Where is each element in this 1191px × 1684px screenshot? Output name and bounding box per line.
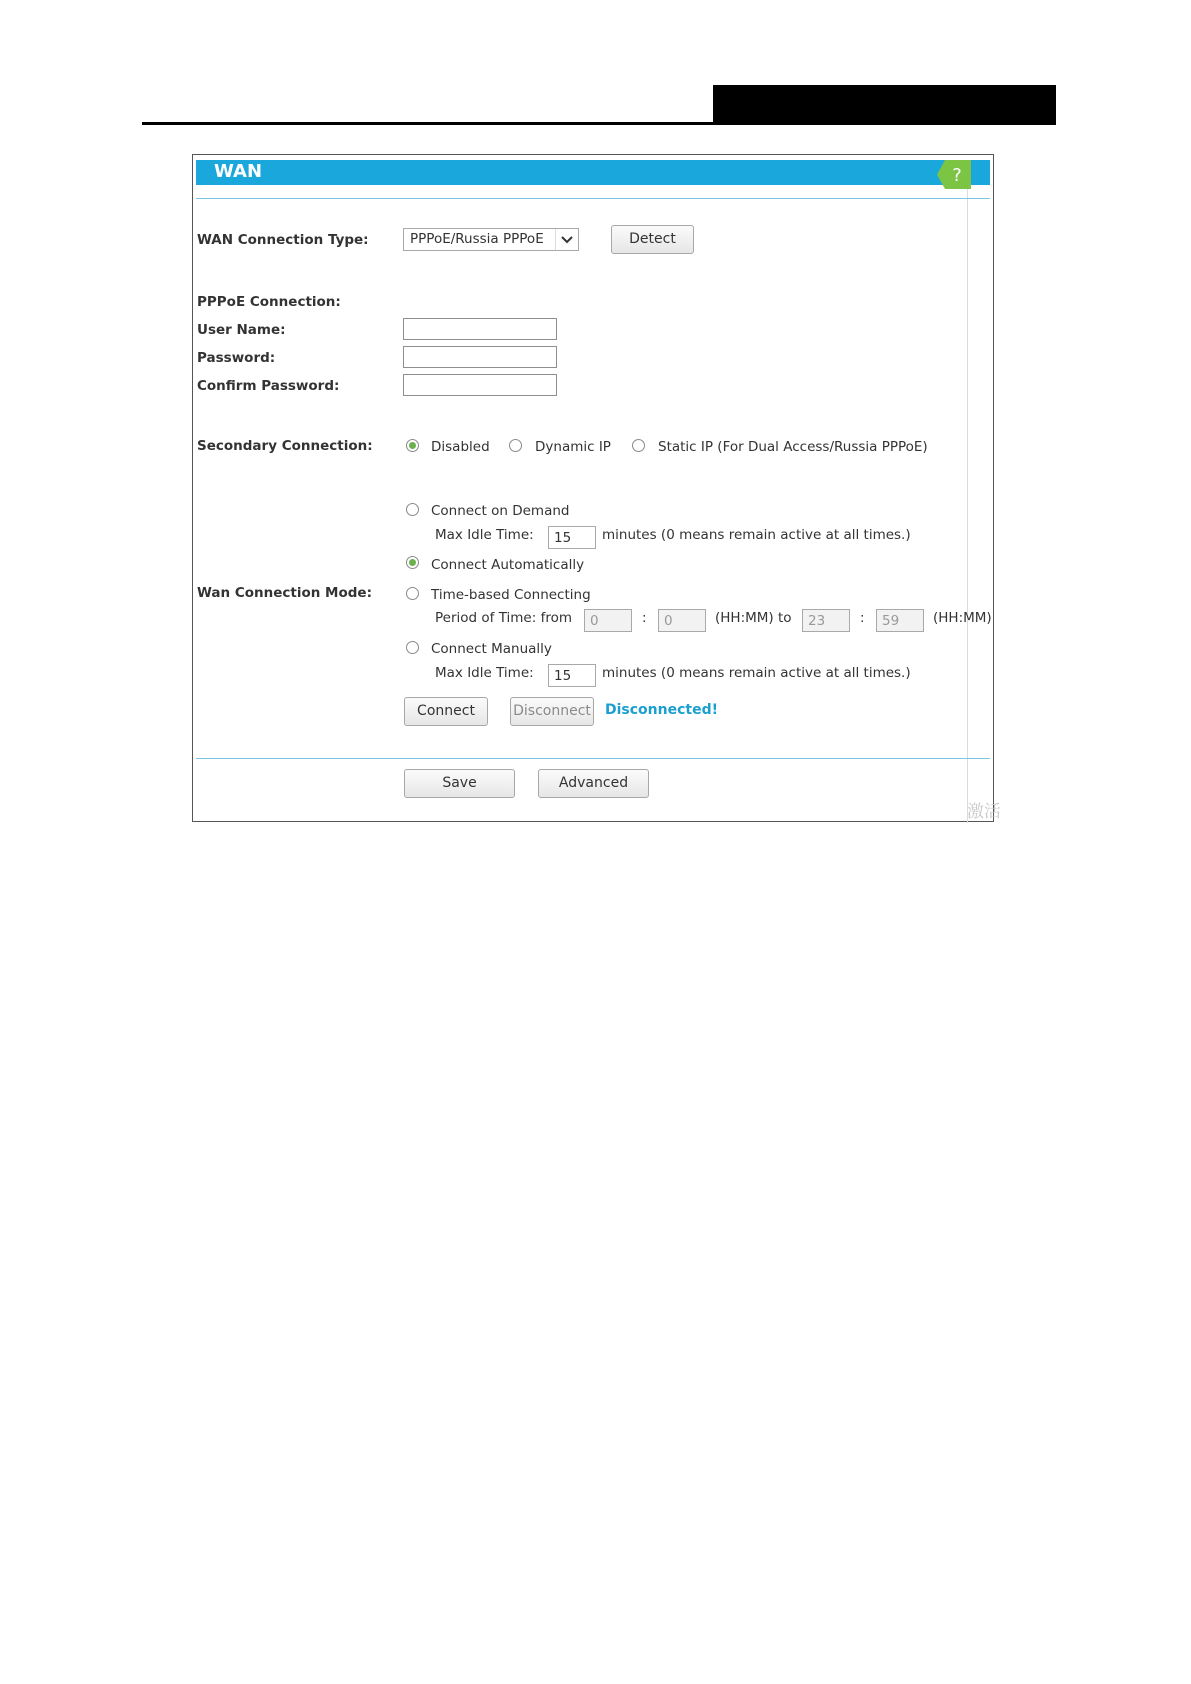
from-minute-input[interactable]: 0 <box>658 609 706 632</box>
svg-text:?: ? <box>952 165 962 186</box>
advanced-button[interactable]: Advanced <box>538 769 649 798</box>
username-input[interactable] <box>403 318 557 340</box>
connection-status: Disconnected! <box>605 702 718 718</box>
period-of-time-label: Period of Time: from <box>435 610 572 626</box>
secondary-static-ip-label: Static IP (For Dual Access/Russia PPPoE) <box>658 439 928 455</box>
disconnect-button[interactable]: Disconnect <box>510 697 594 726</box>
wan-connection-mode-label: Wan Connection Mode: <box>197 585 372 601</box>
wan-settings-panel <box>192 154 1001 822</box>
max-idle-time-note: minutes (0 means remain active at all times.) <box>602 527 911 543</box>
question-mark-icon[interactable] <box>937 160 971 189</box>
secondary-static-ip-radio[interactable] <box>632 439 645 452</box>
to-minute-input[interactable]: 59 <box>876 609 924 632</box>
to-hour-input[interactable]: 23 <box>802 609 850 632</box>
confirm-password-label: Confirm Password: <box>197 378 340 394</box>
chevron-down-icon <box>555 229 578 250</box>
max-idle-time-label: Max Idle Time: <box>435 527 534 543</box>
bottom-divider <box>196 758 990 759</box>
connect-manually-label: Connect Manually <box>431 641 552 657</box>
header-black-block <box>713 85 1056 125</box>
save-button[interactable]: Save <box>404 769 515 798</box>
password-label: Password: <box>197 350 276 366</box>
confirm-password-input[interactable] <box>403 374 557 396</box>
detect-button[interactable]: Detect <box>611 225 694 254</box>
secondary-disabled-label: Disabled <box>431 439 490 455</box>
username-label: User Name: <box>197 322 286 338</box>
wan-type-selected: PPPoE/Russia PPPoE <box>410 231 544 247</box>
secondary-dynamic-ip-radio[interactable] <box>509 439 522 452</box>
connect-button[interactable]: Connect <box>404 697 488 726</box>
time-based-radio[interactable] <box>406 587 419 600</box>
connect-manually-radio[interactable] <box>406 641 419 654</box>
wan-type-select[interactable] <box>403 228 579 251</box>
manual-max-idle-time-input[interactable]: 15 <box>548 664 596 687</box>
password-input[interactable] <box>403 346 557 368</box>
connect-automatically-radio[interactable] <box>406 556 419 569</box>
panel-scroll-divider <box>967 185 968 823</box>
manual-max-idle-time-note: minutes (0 means remain active at all times.) <box>602 665 911 681</box>
panel-title-bar <box>196 160 990 185</box>
max-idle-time-input[interactable]: 15 <box>548 526 596 549</box>
connect-on-demand-radio[interactable] <box>406 503 419 516</box>
time-based-label: Time-based Connecting <box>431 587 591 603</box>
manual-max-idle-time-label: Max Idle Time: <box>435 665 534 681</box>
wan-type-label: WAN Connection Type: <box>197 232 369 248</box>
secondary-dynamic-ip-label: Dynamic IP <box>535 439 611 455</box>
connect-on-demand-label: Connect on Demand <box>431 503 570 519</box>
header-rule <box>142 122 1056 125</box>
secondary-disabled-radio[interactable] <box>406 439 419 452</box>
pppoe-section-label: PPPoE Connection: <box>197 294 341 310</box>
from-hour-input[interactable]: 0 <box>584 609 632 632</box>
hhmm-to-label: (HH:MM) to <box>715 610 792 626</box>
secondary-connection-label: Secondary Connection: <box>197 438 373 454</box>
panel-title: WAN <box>214 161 263 182</box>
top-divider <box>196 198 990 199</box>
hhmm-end-label: (HH:MM) <box>933 610 992 626</box>
from-colon: : <box>642 610 647 626</box>
connect-automatically-label: Connect Automatically <box>431 557 585 573</box>
to-colon: : <box>860 610 865 626</box>
corner-glyph: 激活 <box>967 802 1001 822</box>
